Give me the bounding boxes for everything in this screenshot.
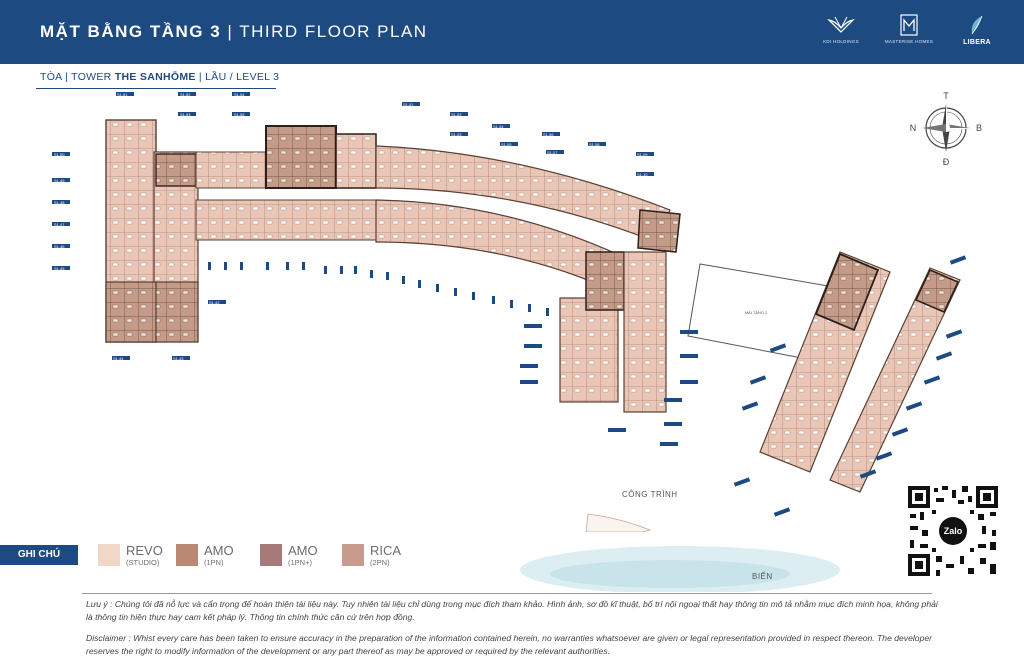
page-title-bold: MẶT BẰNG TẦNG 3 (40, 22, 222, 41)
sea-label: BIỂN (752, 572, 773, 581)
compass-south: Đ (942, 157, 950, 167)
legend-swatch (98, 544, 120, 566)
subtitle-rule (36, 88, 276, 89)
libera-logo-text: LIBERA (963, 39, 991, 46)
core-block-2 (336, 134, 376, 188)
tower-name: THE SANHŌME (114, 71, 196, 83)
corridor-tags (208, 262, 549, 316)
partner-logos (818, 14, 1000, 46)
legend-sub: (1PN+) (288, 558, 312, 567)
unit-label: S1.46 (54, 244, 65, 249)
legend-item-amo-1pn (176, 544, 234, 567)
middle-core (586, 252, 624, 310)
middle-south-units (560, 298, 618, 402)
legal-disclaimer-english: Disclaimer : Whist every care has been taken to ensure accuracy in the preparation of the information contained herein, no warranties whatsoever are given or legal representation provided in respect thereon. The developer reserves the right to modify information of the development or any part thereof as may be approved or required by the relevant authorities. (86, 633, 932, 656)
legend-title: GHI CHÚ (0, 545, 78, 565)
legend-item-rica (342, 544, 401, 567)
page-title (40, 22, 428, 42)
unit-label: S1.49 (54, 178, 65, 183)
nearby-building-label: CÔNG TRÌNH (622, 490, 678, 499)
kdi-logo (818, 14, 864, 44)
libera-logo (954, 14, 1000, 46)
header-bar (0, 0, 1024, 64)
unit-label: S1.03 (451, 132, 462, 137)
unit-label: S1.48 (54, 200, 65, 205)
west-wing-south-units (106, 282, 156, 342)
notes-divider (82, 593, 932, 594)
sea-graphic (520, 536, 840, 592)
unit-label: S1.43 (173, 356, 184, 361)
legend-name: RICA (370, 543, 402, 558)
legend-sub: (1PN) (204, 558, 224, 567)
unit-label: S1.06 (543, 132, 554, 137)
unit-label: S1.05 (501, 142, 512, 147)
masterise-logo-text: MASTERISE HOMES (884, 39, 934, 44)
compass-east: B (975, 123, 983, 133)
wings-logo-icon (826, 14, 856, 36)
legend-name: AMO (288, 543, 318, 558)
legend-item-revo (98, 544, 163, 567)
legend-name: AMO (204, 543, 234, 558)
unit-label: S1.08 (589, 142, 600, 147)
unit-label: S1.53 (180, 112, 191, 117)
legend-sub: (2PN) (370, 558, 390, 567)
compass-north: T (943, 91, 949, 101)
unit-label: S1.01 (403, 102, 414, 107)
unit-label: S1.55 (234, 112, 245, 117)
elbow-core (638, 210, 680, 252)
unit-label: S1.44 (113, 356, 124, 361)
legend-name: REVO (126, 543, 163, 558)
east-spine-units (624, 252, 666, 412)
zalo-badge-text: Zalo (943, 526, 963, 536)
legend-swatch (176, 544, 198, 566)
tower-level-subtitle (40, 71, 279, 83)
nearby-building-outline (586, 514, 650, 532)
unit-label: S1.52 (180, 92, 191, 97)
legend-sub: (STUDIO) (126, 558, 160, 567)
floor-plan-drawing (40, 92, 1000, 532)
unit-label: S1.09 (637, 152, 648, 157)
unit-label: S1.02 (451, 112, 462, 117)
m-monogram-logo-icon (894, 14, 924, 36)
unit-label: S1.47 (54, 222, 65, 227)
legal-note-vietnamese: Lưu ý : Chúng tôi đã nỗ lực và cẩn trọng để hoàn thiện tài liệu này. Tuy nhiên tài liệu chỉ dùng trong mục đích tham khảo. Hình ảnh, sơ đồ kĩ thuật, bố trí nội ngoại thất hay thông tin mô tả nhằm mục đích minh họa, không phải là thông tin hiện thực hay cam kết pháp lý. Thông tin chính thức căn cứ trên hợp đồng. (86, 599, 938, 622)
tower-prefix: TÒA | TOWER (40, 71, 115, 83)
kdi-logo-text: KDI HOLDINGS (823, 39, 859, 44)
unit-label: S1.50 (54, 152, 65, 157)
compass-west: N (909, 123, 917, 133)
legend-item-amo-1pn-plus (260, 544, 318, 567)
unit-label: S1.10 (637, 172, 648, 177)
south-row-units (196, 200, 376, 240)
masterise-logo (886, 14, 932, 44)
unit-label: S1.45 (54, 266, 65, 271)
core-block-1 (266, 126, 336, 188)
unit-label: S1.51 (117, 92, 128, 97)
north-row-units (196, 152, 266, 188)
unit-label: S1.07 (547, 150, 558, 155)
unit-label: S1.54 (234, 92, 245, 97)
west-wing-corner (156, 154, 196, 186)
podium-roof-label: MÁI TẦNG 2 (744, 310, 768, 315)
page-title-rest: | THIRD FLOOR PLAN (221, 22, 428, 41)
zalo-qr-code[interactable] (906, 484, 1000, 578)
legend-swatch (342, 544, 364, 566)
west-wing-south-units-2 (156, 282, 198, 342)
unit-label: S1.04 (493, 124, 504, 129)
leaf-logo-icon (962, 14, 992, 36)
unit-label: S1.42 (209, 300, 220, 305)
legend-swatch (260, 544, 282, 566)
level-label: | LẦU / LEVEL 3 (195, 71, 280, 83)
